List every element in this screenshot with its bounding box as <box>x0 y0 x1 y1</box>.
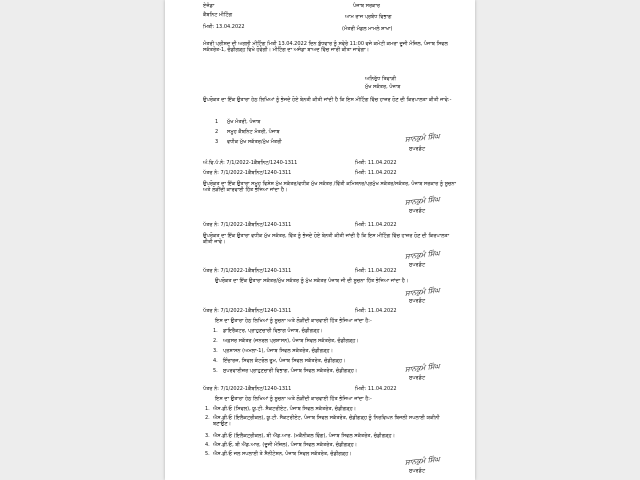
reference-date: ਮਿਤੀ: 11.04.2022 <box>355 170 397 176</box>
signature-image: ਸਾਨਕੁਮੰ ਸਿੰਘ <box>404 195 441 207</box>
list-item: ਅਫ਼ਸਰ ਸਕੱਤਰ (ਜਨਰਲ ਪ੍ਰਸ਼ਾਸਨ), ਪੰਜਾਬ ਸਿਵਲ ਸਕੱਤਰੇਤ, ਚੰਡੀਗੜ੍ਹ। <box>223 338 359 344</box>
header-left-line2: ਕੈਬਨਿਟ ਮੀਟਿੰਗ <box>203 12 233 18</box>
block1-item: ਵਧੀਕ ਮੁੱਖ ਸਕੱਤਰ/ਮੁੱਖ ਮੰਤਰੀ <box>227 139 282 145</box>
list-item: ਐਸ.ਡੀ.ਓ, ਬੀ ਐਂਡ.ਆਰ, (ਦੂਜੀ ਮੰਜ਼ਿਲ), ਪੰਜਾਬ ਸਿਵਲ ਸਕੱਤਰੇਤ, ਚੰਡੀਗੜ੍ਹ। <box>213 442 358 448</box>
list-item: ਪ੍ਰਸ਼ਾਸਨ (ਅਮਲਾ-1), ਪੰਜਾਬ ਸਿਵਲ ਸਕੱਤਰੇਤ, ਚੰਡੀਗੜ੍ਹ। <box>223 348 333 354</box>
signature-title: ਸੁਪਰਡੰਟ <box>409 298 426 304</box>
intro-paragraph: ਮੰਤਰੀ ਪ੍ਰੀਸ਼ਦ ਦੀ ਅਗਲੀ ਮੀਟਿੰਗ ਮਿਤੀ 13.04.2022 ਦਿਨ ਬੁੱਧਵਾਰ ਨੂੰ ਸਵੇਰੇ 11:00 ਵਜੇ ਕਮੇਟੀ ਕਮਰਾ ਦੂਜੀ ਮੰਜ਼ਿਲ, ਪੰਜਾਬ ਸਿਵਲ ਸਕੱਤਰੇਤ-1, ਚੰਡੀਗੜ੍ਹ ਵਿਖੇ ਹੋਵੇਗੀ। ਮੀਟਿੰਗ ਦਾ ਅਜੰਡਾ ਬਾਅਦ ਵਿੱਚ ਜਾਰੀ ਕੀਤਾ ਜਾਵੇਗਾ। <box>203 41 448 53</box>
list-item: ਇੰਚਾਰਜ, ਸਿਵਲ ਕੰਟਰੋਲ ਰੂਮ, ਪੰਜਾਬ ਸਿਵਲ ਸਕੱਤਰੇਤ, ਚੰਡੀਗੜ੍ਹ। <box>223 358 346 364</box>
header-date: ਮਿਤੀ: 13.04.2022 <box>203 24 245 30</box>
signature-title: ਸੁਪਰਡੰਟ <box>409 262 426 268</box>
block-text: ਉਪਰੋਕਤ ਦਾ ਇੱਕ ਉਤਾਰਾ ਸਕੱਤਰ/ਮੁੱਖ ਸਕੱਤਰ ਨੂੰ ਮੁੱਖ ਸਕੱਤਰ ਪੰਜਾਬ ਜੀ ਦੀ ਸੂਚਨਾ ਹਿੱਤ ਭੇਜਿਆ ਜਾਂਦਾ ਹੈ। <box>215 278 409 284</box>
list-item: ਸੁਪਰਵਾਈਜ਼ਰ ਪ੍ਰਾਹੁਣਚਾਰੀ ਵਿਭਾਗ, ਪੰਜਾਬ ਸਿਵਲ ਸਕੱਤਰੇਤ, ਚੰਡੀਗੜ੍ਹ। <box>223 368 358 374</box>
reference-number: ਪੱਤਰ ਨੰ: 7/1/2022-1ਕੈਬਨਿਟ/1240-1311 <box>203 308 292 314</box>
list-item: ਐਸ.ਡੀ.ਓ (ਸਿਵਲ), ਯੂ.ਟੀ. ਸੈਕਟਰੀਏਟ, ਪੰਜਾਬ ਸਿਵਲ ਸਕੱਤਰੇਤ, ਚੰਡੀਗੜ੍ਹ। <box>213 406 357 412</box>
signature-image: ਸਾਨਕੁਮੰ ਸਿੰਘ <box>404 286 441 298</box>
list-item-num: 5. <box>205 451 210 457</box>
list-item-num: 3. <box>213 348 218 354</box>
list-item-num: 1. <box>205 406 210 412</box>
reference-date: ਮਿਤੀ: 11.04.2022 <box>355 222 397 228</box>
signature-image: ਸਾਨਕੁਮੰ ਸਿੰਘ <box>404 455 441 467</box>
list-item-num: 2. <box>205 415 210 421</box>
reference-date: ਮਿਤੀ: 11.04.2022 <box>355 160 397 166</box>
reference-date: ਮਿਤੀ: 11.04.2022 <box>355 308 397 314</box>
list-item-num: 2. <box>213 338 218 344</box>
block1-item-num: 2 <box>215 129 219 135</box>
signature-image: ਸਾਨਕੁਮੰ ਸਿੰਘ <box>404 132 441 144</box>
block-text: ਇਸ ਦਾ ਉਤਾਰਾ ਹੇਠ ਲਿਖਿਆਂ ਨੂੰ ਸੂਚਨਾ ਅਤੇ ਲੋੜੀਂਦੀ ਕਾਰਵਾਈ ਹਿੱਤ ਭੇਜਿਆ ਜਾਂਦਾ ਹੈ:- <box>215 318 372 324</box>
header-right-line3: (ਮੰਤਰੀ ਮੰਡਲ ਮਾਮਲੇ ਸ਼ਾਖਾ) <box>342 26 393 32</box>
reference-number: ਪੱਤਰ ਨੰ: 7/1/2022-1ਕੈਬਨਿਟ/1240-1311 <box>203 170 292 176</box>
list-item: ਐਸ.ਡੀ.ਓ (ਇਲੈਕਟ੍ਰੀਕਲ), ਯੂ.ਟੀ. ਸੈਕਟਰੀਏਟ, ਪੰਜਾਬ ਸਿਵਲ ਸਕੱਤਰੇਤ, ਚੰਡੀਗੜ੍ਹ ਨੂੰ ਨਿਰਵਿਘਨ ਬਿਜਲੀ ਸਪਲਾਈ ਯਕੀਨੀ ਬਣਾਉਣ। <box>213 415 440 427</box>
reference-number: ਪੱਤਰ ਨੰ: 7/1/2022-1ਕੈਬਨਿਟ/1240-1311 <box>203 386 292 392</box>
block1-item-num: 3 <box>215 139 219 145</box>
reference-date: ਮਿਤੀ: 11.04.2022 <box>355 268 397 274</box>
block-text: ਉਪਰੋਕਤ ਦਾ ਇੱਕ ਉਤਾਰਾ ਵਧੀਕ ਮੁੱਖ ਸਕੱਤਰ, ਵਿੱਤ ਨੂੰ ਭੇਜਦੇ ਹੋਏ ਬੇਨਤੀ ਕੀਤੀ ਜਾਂਦੀ ਹੈ ਕਿ ਇਸ ਮੀਟਿੰਗ ਵਿੱਚ ਹਾਜ਼ਰ ਹੋਣ ਦੀ ਕਿਰਪਾਲਤਾ ਕੀਤੀ ਜਾਵੇ। <box>203 233 450 245</box>
signature-image: ਸਾਨਕੁਮੰ ਸਿੰਘ <box>404 249 441 261</box>
list-item-num: 1. <box>213 328 218 334</box>
block-text: ਉਪਰੋਕਤ ਦਾ ਇੱਕ ਉਤਾਰਾ ਸਮੂਹ ਵਿਸ਼ੇਸ਼ ਮੁੱਖ ਸਕੱਤਰ/ਵਧੀਕ ਮੁੱਖ ਸਕੱਤਰ /ਵਿੱਤੀ ਕਮਿਸ਼ਨਰ/ਪ੍ਰਮੁੱਖ ਸਕੱਤਰ/ਸਕੱਤਰ, ਪੰਜਾਬ ਸਰਕਾਰ ਨੂੰ ਸੂਚਨਾ ਅਤੇ ਲੋੜੀਂਦੀ ਕਾਰਵਾਈ ਹਿੱਤ ਭੇਜਿਆ ਜਾਂਦਾ ਹੈ। <box>203 181 456 193</box>
header-left-line1: ਏਜੰਡਾ <box>203 3 215 9</box>
reference-number: ਪੱਤਰ ਨੰ: 7/1/2022-1ਕੈਬਨਿਟ/1240-1311 <box>203 268 292 274</box>
reference-number: ਪੱਤਰ ਨੰ: 7/1/2022-1ਕੈਬਨਿਟ/1240-1311 <box>203 222 292 228</box>
block1-item: ਮੁੱਖ ਮੰਤਰੀ, ਪੰਜਾਬ <box>227 119 261 125</box>
block1-text: ਉਪਰੋਕਤ ਦਾ ਇੱਕ ਉਤਾਰਾ ਹੇਠ ਲਿਖਿਆਂ ਨੂੰ ਭੇਜਦੇ ਹੋਏ ਬੇਨਤੀ ਕੀਤੀ ਜਾਂਦੀ ਹੈ ਕਿ ਇਸ ਮੀਟਿੰਗ ਵਿੱਚ ਹਾਜ਼ਰ ਹੋਣ ਦੀ ਕਿਰਪਾਲਤਾ ਕੀਤੀ ਜਾਵੇ:- <box>203 97 452 103</box>
block1-item-num: 1 <box>215 119 219 125</box>
reference-date: ਮਿਤੀ: 11.04.2022 <box>355 386 397 392</box>
issuer-designation: ਮੁੱਖ ਸਕੱਤਰ, ਪੰਜਾਬ <box>365 84 401 90</box>
reference-number: ਅੰ.ਵਿ.ਪੱ.ਨੰ: 7/1/2022-1ਕੈਬਨਿਟ/1240-1311 <box>203 160 298 166</box>
signature-title: ਸੁਪਰਡੰਟ <box>409 208 426 214</box>
list-item-num: 3. <box>205 433 210 439</box>
signature-title: ਸੁਪਰਡੰਟ <box>409 468 426 474</box>
issuer-name: ਅਨਿਰੁੱਧ ਤਿਵਾੜੀ <box>365 76 397 82</box>
list-item: ਐਸ.ਡੀ.ਓ (ਇਲੈਕਟ੍ਰੀਕਲ), ਬੀ ਐਂਡ.ਆਰ. (ਮਕੈਨੀਕਲ ਵਿੰਗ), ਪੰਜਾਬ ਸਿਵਲ ਸਕੱਤਰੇਤ, ਚੰਡੀਗੜ੍ਹ। <box>213 433 396 439</box>
list-item-num: 4. <box>213 358 218 364</box>
list-item: ਡਾਇਰੈਕਟਰ, ਪ੍ਰਾਹੁਣਚਾਰੀ ਵਿਭਾਗ ਪੰਜਾਬ, ਚੰਡੀਗੜ੍ਹ। <box>223 328 323 334</box>
block-text: ਇਸ ਦਾ ਉਤਾਰਾ ਹੇਠ ਲਿਖਿਆਂ ਨੂੰ ਸੂਚਨਾ ਅਤੇ ਲੋੜੀਂਦੀ ਕਾਰਵਾਈ ਹਿੱਤ ਭੇਜਿਆ ਜਾਂਦਾ ਹੈ:- <box>215 396 372 402</box>
signature-image: ਸਾਨਕੁਮੰ ਸਿੰਘ <box>404 362 441 374</box>
block1-item: ਸਮੂਹ ਕੈਬਨਿਟ ਮੰਤਰੀ, ਪੰਜਾਬ <box>227 129 280 135</box>
document-page <box>165 0 475 480</box>
list-item-num: 5. <box>213 368 218 374</box>
header-right-line1: ਪੰਜਾਬ ਸਰਕਾਰ <box>353 3 380 9</box>
signature-title: ਸੁਪਰਡੰਟ <box>409 375 426 381</box>
list-item: ਐਸ.ਡੀ.ਓ ਜਲ ਸਪਲਾਈ ਤੇ ਸੈਨੀਟੇਸ਼ਨ, ਪੰਜਾਬ ਸਿਵਲ ਸਕੱਤਰੇਤ, ਚੰਡੀਗੜ੍ਹ। <box>213 451 352 457</box>
list-item-num: 4. <box>205 442 210 448</box>
signature-title: ਸੁਪਰਡੰਟ <box>409 146 426 152</box>
header-right-line2: ਆਮ ਰਾਜ ਪ੍ਰਬੰਧ ਵਿਭਾਗ <box>345 14 392 20</box>
